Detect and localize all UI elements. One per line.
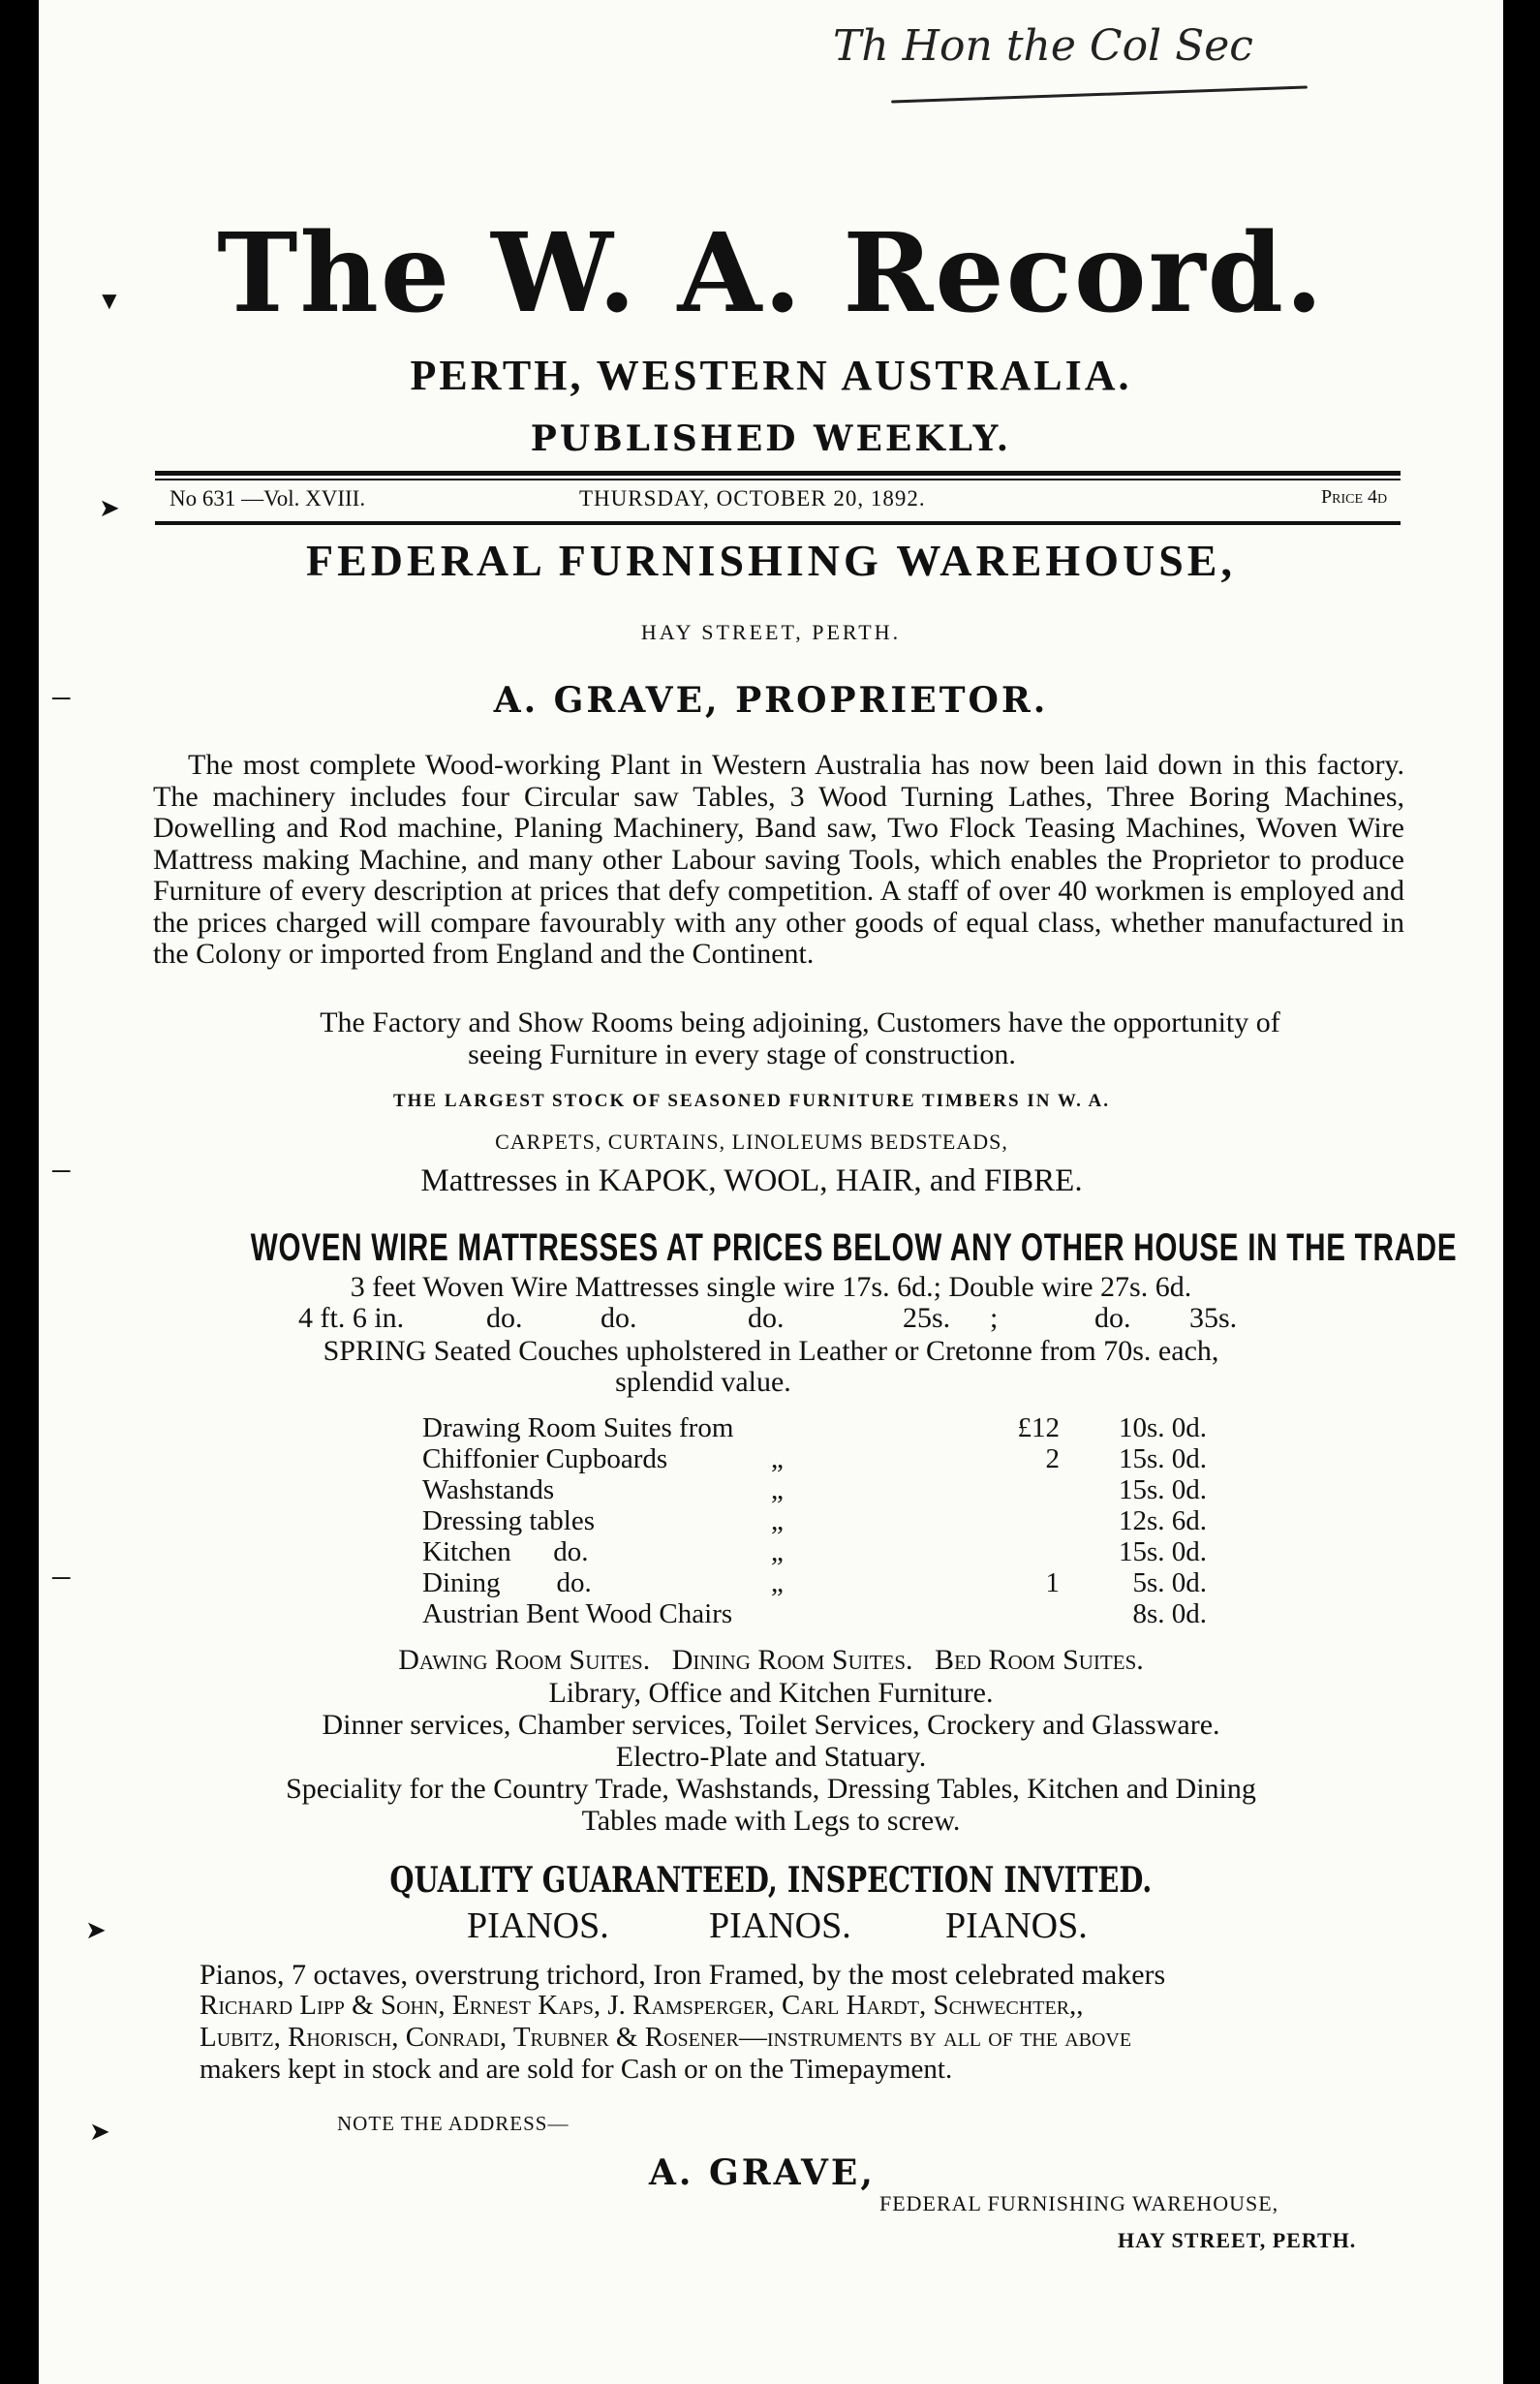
price-row xyxy=(422,1412,1207,1443)
issue-number: No 631 —Vol. XVIII. xyxy=(169,486,366,511)
price-pounds: £12 xyxy=(1017,1412,1060,1443)
price-item: Drawing Room Suites from xyxy=(422,1412,734,1443)
timbers-line: THE LARGEST STOCK OF SEASONED FURNITURE TIMBERS IN W. A. xyxy=(392,1091,1111,1111)
pianos-heading xyxy=(39,1904,1503,1947)
woven-heading xyxy=(39,1224,1503,1270)
woven-line-1: 3 feet Woven Wire Mattresses single wire 17s. 6d.; Double wire 27s. 6d. xyxy=(350,1271,1192,1303)
woven-ditto-2: do. xyxy=(601,1302,637,1334)
rule-top-thin xyxy=(155,479,1401,480)
signature-name: A. GRAVE, xyxy=(649,2152,876,2193)
carpets-line: CARPETS, CURTAINS, LINOLEUMS BEDSTEADS, xyxy=(495,1130,1008,1154)
price-row xyxy=(422,1567,1207,1598)
annotation-underline xyxy=(891,85,1308,103)
price-item: Kitchen do. xyxy=(422,1536,589,1567)
pianos-word: PIANOS. xyxy=(945,1905,1088,1946)
price-ditto: „ xyxy=(771,1567,784,1598)
masthead-frequency: PUBLISHED WEEKLY. xyxy=(530,418,1012,459)
price-ditto: „ xyxy=(771,1443,784,1474)
woven-separator: ; xyxy=(990,1302,999,1334)
scan-mark: ─ xyxy=(52,684,71,712)
pianos-text-4: makers kept in stock and are sold for Cash or on the Timepayment. xyxy=(200,2054,953,2085)
price-row xyxy=(422,1474,1207,1505)
advert-heading: FEDERAL FURNISHING WAREHOUSE, xyxy=(306,536,1236,585)
scan-mark: ➤ xyxy=(85,1916,107,1944)
mattresses-line: Mattresses in KAPOK, WOOL, HAIR, and FIBRE. xyxy=(420,1163,1083,1198)
advert-paragraph-2-line-2: seeing Furniture in every stage of construction. xyxy=(468,1038,1016,1070)
price-row xyxy=(422,1443,1207,1474)
pianos-text-1: Pianos, 7 octaves, overstrung trichord, Iron Framed, by the most celebrated makers xyxy=(200,1959,1166,1991)
price-item: Chiffonier Cupboards xyxy=(422,1443,668,1474)
price-pounds: 2 xyxy=(1045,1443,1060,1474)
scan-mark: ─ xyxy=(52,1157,71,1185)
price-row xyxy=(422,1598,1207,1629)
scan-mark: ➤ xyxy=(89,2118,110,2146)
rule-top xyxy=(155,471,1401,476)
price-item: Dining do. xyxy=(422,1567,592,1598)
spring-line-1: SPRING Seated Couches upholstered in Leather or Cretonne from 70s. each, xyxy=(323,1335,1219,1367)
woven-single-price: 25s. xyxy=(903,1302,951,1334)
price-ditto: „ xyxy=(771,1505,784,1536)
price-amount: 15s. 0d. xyxy=(1118,1443,1207,1474)
price-ditto: „ xyxy=(771,1474,784,1505)
price-row xyxy=(422,1536,1207,1567)
library-line: Library, Office and Kitchen Furniture. xyxy=(548,1677,994,1709)
pianos-word: PIANOS. xyxy=(467,1905,609,1946)
electro-line: Electro-Plate and Statuary. xyxy=(615,1741,927,1773)
advert-paragraph-2-line-1: The Factory and Show Rooms being adjoining, Customers have the opportunity of xyxy=(320,1006,1280,1038)
price-ditto: „ xyxy=(771,1536,784,1567)
masthead-location: PERTH, WESTERN AUSTRALIA. xyxy=(410,352,1132,399)
speciality-line-1: Speciality for the Country Trade, Washstands, Dressing Tables, Kitchen and Dining xyxy=(286,1773,1256,1805)
newspaper-page xyxy=(39,0,1503,2384)
services-line: Dinner services, Chamber services, Toilet Services, Crockery and Glassware. xyxy=(322,1709,1220,1741)
price-item: Austrian Bent Wood Chairs xyxy=(422,1598,733,1629)
woven-ditto-3: do. xyxy=(748,1302,785,1334)
price-row xyxy=(422,1505,1207,1536)
masthead-title: The W. A. Record. xyxy=(217,210,1325,337)
signature-street: HAY STREET, PERTH. xyxy=(1118,2228,1357,2252)
issue-price: Price 4d xyxy=(1321,486,1388,508)
pianos-word: PIANOS. xyxy=(709,1905,851,1946)
price-amount: 10s. 0d. xyxy=(1118,1412,1207,1443)
woven-ditto-4: do. xyxy=(1094,1302,1131,1334)
price-item: Dressing tables xyxy=(422,1505,595,1536)
price-pounds: 1 xyxy=(1045,1567,1060,1598)
price-amount: 5s. 0d. xyxy=(1132,1567,1207,1598)
scan-mark: ▼ xyxy=(97,287,122,315)
quality-text: QUALITY GUARANTEED, INSPECTION INVITED. xyxy=(389,1860,1153,1901)
woven-size: 4 ft. 6 in. xyxy=(298,1302,405,1334)
quality-line xyxy=(39,1860,1503,1901)
advert-paragraph-1 xyxy=(153,750,1404,971)
signature-warehouse: FEDERAL FURNISHING WAREHOUSE, xyxy=(879,2191,1279,2215)
pianos-text-3: Lubitz, Rhorisch, Conradi, Trubner & Rosener—instruments by all of the above xyxy=(200,2022,1132,2053)
price-amount: 15s. 0d. xyxy=(1118,1474,1207,1505)
rule-issue xyxy=(155,521,1401,525)
price-amount: 15s. 0d. xyxy=(1118,1536,1207,1567)
woven-ditto-1: do. xyxy=(486,1302,523,1334)
handwritten-annotation: Th Hon the Col Sec xyxy=(833,21,1253,71)
paragraph-text: The most complete Wood-working Plant in Western Australia has now been laid down in this factory. The machinery includes four Circular saw Tables, 3 Wood Turning Lathes, Three Boring Machines, Dowelling and Rod machine, Planing Machinery, Band saw, Two Flock Teasing Machines, Woven Wire Mattress making Machine, and many other Labour saving Tools, which enables the Proprietor to produce Furniture of every description at prices that defy competition. A staff of over 40 workmen is employed and the prices charged will compare favourably with any other goods of equal class, whether manufactured in the Colony or imported from England and the Continent. xyxy=(153,749,1404,970)
price-amount: 8s. 0d. xyxy=(1132,1598,1207,1629)
woven-double-price: 35s. xyxy=(1189,1302,1238,1334)
issue-date: THURSDAY, OCTOBER 20, 1892. xyxy=(579,486,926,511)
advert-proprietor: A. GRAVE, PROPRIETOR. xyxy=(493,680,1049,721)
pianos-text-2: Richard Lipp & Sohn, Ernest Kaps, J. Ramsperger, Carl Hardt, Schwechter,, xyxy=(200,1990,1084,2021)
advert-address: HAY STREET, PERTH. xyxy=(640,620,902,644)
speciality-line-2: Tables made with Legs to screw. xyxy=(581,1805,961,1837)
spring-line-2: splendid value. xyxy=(615,1366,791,1398)
woven-line-2 xyxy=(39,1302,1503,1335)
note-address: NOTE THE ADDRESS— xyxy=(337,2112,570,2135)
scan-mark: ➤ xyxy=(99,494,120,522)
scan-mark: ─ xyxy=(52,1564,71,1592)
woven-heading-text: WOVEN WIRE MATTRESSES AT PRICES BELOW ANY OTHER HOUSE IN THE TRADE xyxy=(250,1226,1458,1269)
suites-line: Dawing Room Suites. Dining Room Suites. Bed Room Suites. xyxy=(398,1644,1144,1676)
price-amount: 12s. 6d. xyxy=(1118,1505,1207,1536)
price-item: Washstands xyxy=(422,1474,555,1505)
